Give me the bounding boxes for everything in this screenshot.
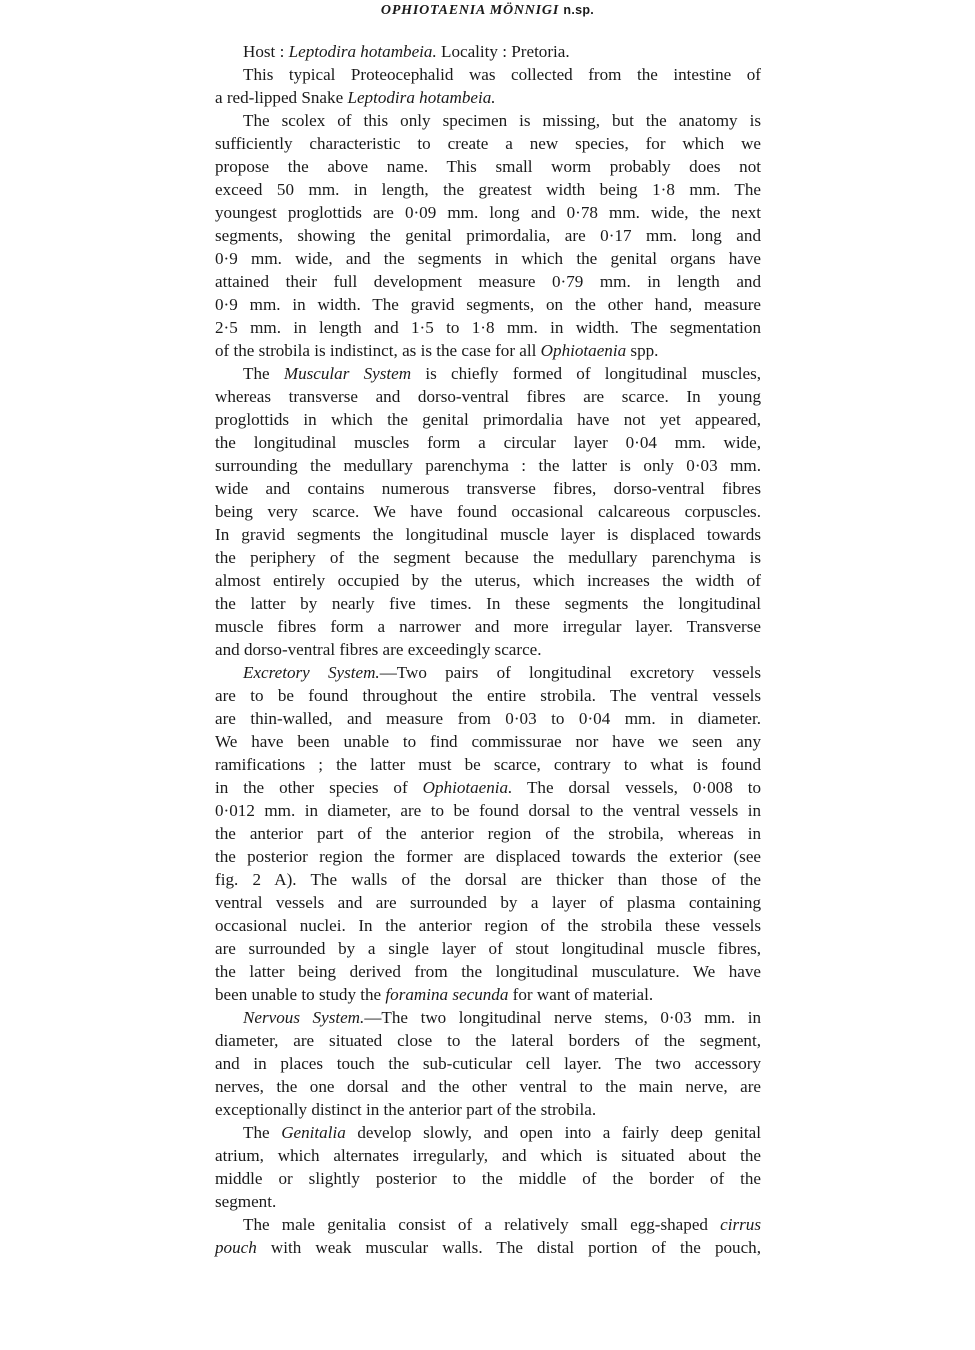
text-line (215, 270, 761, 293)
text-line (215, 845, 761, 868)
text-line (215, 1121, 761, 1144)
text-run: with weak muscular walls. The distal portion of the pouch, (256, 1238, 761, 1257)
text-line (215, 293, 761, 316)
text-run: is chiefly formed of longitudinal muscles, (411, 364, 761, 383)
text-line (215, 891, 761, 914)
text-run: wide and contains numerous transverse fibres, dorso-ventral fibres (215, 479, 761, 498)
text-run: muscle fibres form a narrower and more irregular layer. Transverse (215, 617, 761, 636)
text-run: are to be found throughout the entire strobila. The ventral vessels (215, 686, 761, 705)
paragraph-description (215, 109, 761, 362)
text-line (215, 983, 761, 1006)
text-line (215, 615, 761, 638)
text-line (215, 155, 761, 178)
text-line (215, 937, 761, 960)
text-run: 0·012 mm. in diameter, are to be found dorsal to the ventral vessels in (215, 801, 761, 820)
text-line (215, 822, 761, 845)
text-line (215, 753, 761, 776)
text-run: being very scarce. We have found occasional calcareous corpuscles. (215, 502, 761, 521)
text-run: attained their full development measure 0·79 mm. in length and (215, 272, 761, 291)
italic-term: pouch (215, 1238, 257, 1257)
text-line (215, 707, 761, 730)
text-line (215, 638, 761, 661)
text-line (215, 431, 761, 454)
text-line (215, 109, 761, 132)
text-line (215, 1236, 761, 1259)
text-line (215, 247, 761, 270)
paragraph-excretory-system (215, 661, 761, 1006)
text-line (215, 339, 761, 362)
text-line (215, 661, 761, 684)
text-run: sufficiently characteristic to create a new species, for which we (215, 134, 761, 153)
text-line (215, 63, 761, 86)
text-run: spp. (626, 341, 659, 360)
paragraph-genitalia (215, 1121, 761, 1213)
text-run: The scolex of this only specimen is missing, but the anatomy is (243, 111, 761, 130)
paragraph-nervous-system (215, 1006, 761, 1121)
text-run: the anterior part of the anterior region of the strobila, whereas in (215, 824, 761, 843)
text-run: the longitudinal muscles form a circular layer 0·04 mm. wide, (215, 433, 761, 452)
article-title: OPHIOTAENIA MÖNNIGI (380, 3, 560, 18)
text-line (215, 362, 761, 385)
text-line (215, 40, 761, 63)
italic-term: Genitalia (281, 1123, 346, 1142)
text-run: and in places touch the sub-cuticular cell layer. The two accessory (215, 1054, 761, 1073)
text-run: 0·9 mm. in width. The gravid segments, on the other hand, measure (215, 295, 761, 314)
paragraph-male-genitalia (215, 1213, 761, 1259)
text-line (215, 86, 761, 109)
italic-term: Ophiotaenia. (422, 778, 513, 797)
text-run: We have been unable to find commissurae nor have we seen any (215, 732, 761, 751)
text-run: 2·5 mm. in length and 1·5 to 1·8 mm. in width. The segmentation (215, 318, 761, 337)
text-run: exceptionally distinct in the anterior part of the strobila. (215, 1100, 597, 1119)
italic-term: cirrus (720, 1215, 761, 1234)
italic-term: Leptodira hotambeia. (347, 88, 496, 107)
text-line (215, 776, 761, 799)
text-run: 0·9 mm. wide, and the segments in which the genital organs have (215, 249, 761, 268)
italic-term: Ophiotaenia (540, 341, 627, 360)
text-line (215, 132, 761, 155)
text-line (215, 730, 761, 753)
text-run: segments, showing the genital primordalia, are 0·17 mm. long and (215, 226, 761, 245)
text-run: been unable to study the (215, 985, 386, 1004)
text-run: youngest proglottids are 0·09 mm. long and 0·78 mm. wide, the next (215, 203, 761, 222)
text-run: and dorso-ventral fibres are exceedingly scarce. (215, 640, 542, 659)
text-line (215, 178, 761, 201)
text-run: segment. (215, 1192, 277, 1211)
text-run: surrounding the medullary parenchyma : the latter is only 0·03 mm. (215, 456, 761, 475)
text-line (215, 914, 761, 937)
text-run: propose the above name. This small worm probably does not (215, 157, 761, 176)
text-run: The (243, 1123, 282, 1142)
text-line (215, 408, 761, 431)
text-run: exceed 50 mm. in length, the greatest width being 1·8 mm. The (215, 180, 761, 199)
italic-term: Leptodira hotambeia. (288, 42, 437, 61)
text-run: diameter, are situated close to the lateral borders of the segment, (215, 1031, 761, 1050)
italic-term: Muscular System (283, 364, 412, 383)
text-line (215, 1190, 761, 1213)
text-line (215, 1213, 761, 1236)
article-body (215, 40, 761, 1259)
paragraph-muscular-system (215, 362, 761, 661)
text-run: ramifications ; the latter must be scarce, contrary to what is found (215, 755, 761, 774)
text-line (215, 477, 761, 500)
text-line (215, 1006, 761, 1029)
text-run: the posterior region the former are displaced towards the exterior (see (215, 847, 761, 866)
text-run: develop slowly, and open into a fairly deep genital (345, 1123, 761, 1142)
text-line (215, 1167, 761, 1190)
text-run: The dorsal vessels, 0·008 to (512, 778, 761, 797)
text-run: —The two longitudinal nerve stems, 0·03 mm. in (364, 1008, 761, 1027)
text-run: The (243, 364, 284, 383)
text-line (215, 799, 761, 822)
text-line (215, 201, 761, 224)
text-run: fig. 2 A). The walls of the dorsal are thicker than those of the (215, 870, 761, 889)
text-run: are thin-walled, and measure from 0·03 to 0·04 mm. in diameter. (215, 709, 761, 728)
text-line (215, 868, 761, 891)
text-line (215, 592, 761, 615)
italic-term: Excretory System. (243, 663, 380, 682)
text-line (215, 224, 761, 247)
running-head (0, 3, 975, 19)
text-run: The male genitalia consist of a relatively small egg-shaped (243, 1215, 721, 1234)
text-run: almost entirely occupied by the uterus, which increases the width of (215, 571, 761, 590)
text-line (215, 684, 761, 707)
text-line (215, 569, 761, 592)
text-line (215, 1052, 761, 1075)
text-run: whereas transverse and dorso-ventral fibres are scarce. In young (215, 387, 761, 406)
text-line (215, 1098, 761, 1121)
text-line (215, 1075, 761, 1098)
text-run: In gravid segments the longitudinal muscle layer is displaced towards (215, 525, 761, 544)
text-run: Locality : Pretoria. (436, 42, 570, 61)
new-species-marker: n.sp. (563, 3, 595, 17)
text-line (215, 960, 761, 983)
italic-term: foramina secunda (385, 985, 509, 1004)
paragraph-host-locality (215, 40, 761, 63)
text-run: middle or slightly posterior to the middle of the border of the (215, 1169, 761, 1188)
italic-term: Nervous System. (243, 1008, 365, 1027)
text-line (215, 523, 761, 546)
text-run: of the strobila is indistinct, as is the case for all (215, 341, 541, 360)
text-line (215, 385, 761, 408)
text-run: are surrounded by a single layer of stout longitudinal muscle fibres, (215, 939, 761, 958)
text-run: the latter being derived from the longitudinal musculature. We have (215, 962, 761, 981)
text-run: nerves, the one dorsal and the other ventral to the main nerve, are (215, 1077, 761, 1096)
text-run: for want of material. (508, 985, 654, 1004)
text-run: —Two pairs of longitudinal excretory vessels (379, 663, 761, 682)
text-run: Host : (243, 42, 289, 61)
text-line (215, 316, 761, 339)
text-line (215, 500, 761, 523)
text-run: occasional nuclei. In the anterior region of the strobila these vessels (215, 916, 761, 935)
text-run: a red-lipped Snake (215, 88, 348, 107)
text-line (215, 454, 761, 477)
text-run: the latter by nearly five times. In these segments the longitudinal (215, 594, 761, 613)
text-run: atrium, which alternates irregularly, and which is situated about the (215, 1146, 761, 1165)
text-line (215, 1144, 761, 1167)
text-run: This typical Proteocephalid was collected from the intestine of (243, 65, 761, 84)
text-run: ventral vessels and are surrounded by a layer of plasma containing (215, 893, 761, 912)
text-line (215, 546, 761, 569)
text-run: in the other species of (215, 778, 423, 797)
text-run: proglottids in which the genital primordalia have not yet appeared, (215, 410, 761, 429)
paragraph-collection (215, 63, 761, 109)
text-run: the periphery of the segment because the medullary parenchyma is (215, 548, 761, 567)
text-line (215, 1029, 761, 1052)
